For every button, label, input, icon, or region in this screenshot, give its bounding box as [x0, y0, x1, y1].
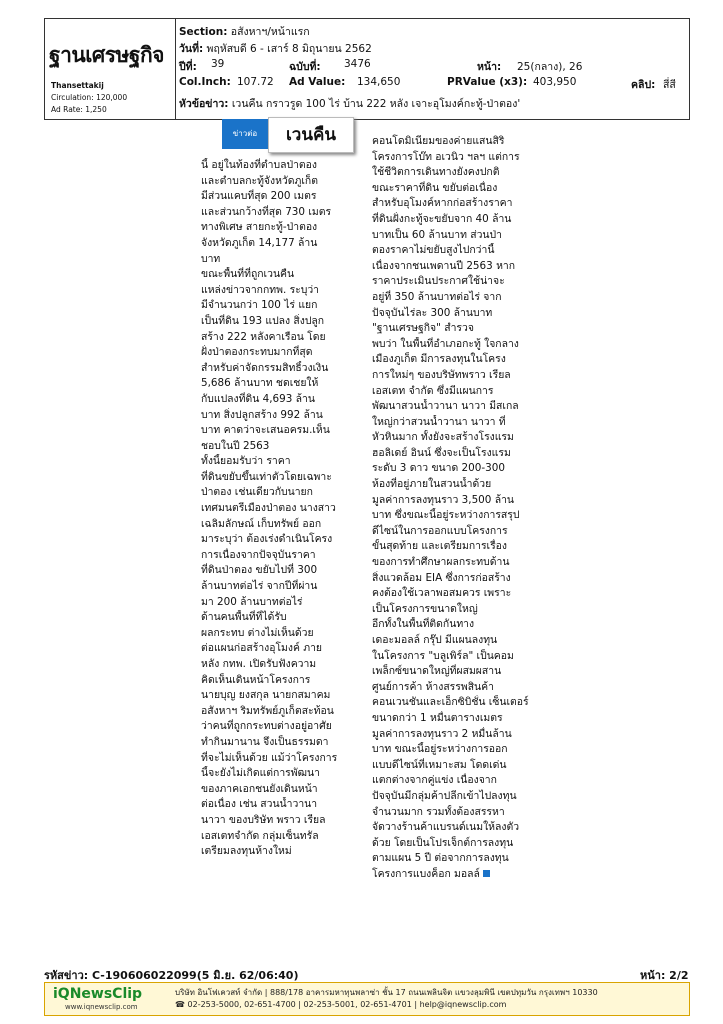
article-line: ทางพิเศษ สายกะทู้-ป่าตอง [201, 221, 318, 234]
adval-label: Ad Value: [289, 76, 346, 88]
article-line: การเนื่องจากปัจจุบันราคา [201, 548, 316, 561]
article-line: ชอบในปี 2563 [201, 439, 270, 452]
article-line: พัฒนาสวนน้ำวานา นาวา มีสเกล [372, 400, 519, 413]
adval-value: 134,650 [357, 76, 401, 88]
article-line: สำหรับอุโมงค์หากก่อสร้างราคา [372, 197, 513, 210]
article-line: ศูนย์การค้า ห้างสรรพสินค้า [372, 680, 494, 693]
article-line: และส่วนกว้างที่สุด 730 เมตร [201, 205, 332, 218]
date-label: วันที่: [179, 43, 204, 55]
article-line: เตรียมลงทุนห้างใหม่ [201, 845, 292, 858]
clipping-header [44, 18, 690, 120]
article-line: ต่อเนื่อง เช่น สวนน้ำวานา [201, 798, 318, 811]
ad-rate: Ad Rate: 1,250 [51, 105, 107, 114]
iqnewsclip-logo: iQNewsClip [53, 986, 143, 1002]
article-line: โครงการโบ๊ท อเวนิว ฯลฯ แต่การ [372, 150, 520, 163]
article-line: "ฐานเศรษฐกิจ" สำรวจ [372, 322, 474, 335]
article-line: อยู่ที่ 350 ล้านบาทต่อไร่ จาก [372, 290, 502, 303]
article-line: คอนโดมิเนียมของค่ายแสนสิริ [372, 135, 505, 147]
article-line: นี้ อยู่ในท้องที่ตำบลป่าตอง [201, 159, 317, 171]
date-row [179, 40, 372, 57]
section-label: Section: [179, 26, 228, 38]
article-line: มูลค่าการลงทุนราว 3,500 ล้าน [372, 493, 515, 506]
article-line: ห้องที่อยู่ภายในสวนน้ำด้วย [372, 478, 492, 491]
date-value: พฤหัสบดี 6 - เสาร์ 8 มิถุนายน 2562 [206, 43, 372, 55]
article-line: ว่าคนที่ถูกกระทบต่างอยู่อาศัย [201, 720, 332, 733]
clip-label: คลิป: [631, 79, 656, 91]
article-line: คิดเห็นเดินหน้าโครงการ [201, 673, 311, 686]
article-line: อีกทั้งในพื้นที่ติดกันทาง [372, 618, 475, 631]
article-line: เนื่องจากชนเพดานปี 2563 หาก [372, 259, 516, 272]
article-line: แบบดีไซน์ที่เหมาะสม โดดเด่น [372, 758, 507, 771]
article-line: เฉลิมลักษณ์ เก็บทรัพย์ ออก [201, 517, 322, 530]
publisher-name: Thansettakij [51, 81, 104, 90]
issue-value: 3476 [344, 58, 371, 70]
article-line: ใหญ่กว่าสวนน้ำวานา นาวา ที่ [372, 415, 506, 428]
end-mark-icon [483, 870, 490, 877]
article-line: คอนเวนชันและเอ็กซิบิชั่น เซ็นเตอร์ [372, 696, 529, 709]
article-line: ล้านบาทต่อไร่ จากปีที่ผ่าน [201, 580, 318, 593]
article-line: การใหม่ๆ ของบริษัทพราว เรียล [372, 368, 511, 381]
article-line: ขณะพื้นที่ที่ถูกเวนคืน [201, 268, 295, 281]
page-label: หน้า: [477, 61, 502, 73]
article-line: ตามแผน 5 ปี ต่อจากการลงทุน [372, 852, 509, 865]
article-line: บาท ซึ่งขณะนี้อยู่ระหว่างการสรุป [372, 509, 520, 522]
article-line: มีจำนวนกว่า 100 ไร่ แยก [201, 299, 318, 312]
prval-value: 403,950 [533, 76, 577, 88]
article-line: บาทเป็น 60 ล้านบาท ส่วนป่า [372, 228, 502, 241]
article-column-2 [372, 134, 529, 883]
article-line: ระดับ 3 ดาว ขนาด 200-300 [372, 462, 505, 475]
article-line: ปัจจุบันไร่ละ 300 ล้านบาท [372, 306, 493, 319]
article-line: ฮอลิเดย์ อินน์ ซึ่งจะเป็นโรงแรม [372, 446, 511, 459]
clip-metadata [179, 19, 687, 119]
year-label: ปีที่: [179, 61, 197, 73]
article-line: ทำกินมานาน จึงเป็นธรรมดา [201, 735, 329, 748]
article-column-1 [201, 158, 358, 860]
news-ref-code: รหัสข่าว: C-190606022099(5 มิ.ย. 62/06:40) [44, 969, 299, 982]
article-line: จำนวนมาก รวมทั้งต้องสรรหา [372, 805, 505, 818]
article-line: หลัง กทพ. เปิดรับฟังความ [201, 658, 317, 670]
article-line: นายบุญ ยงสกุล นายกสมาคม [201, 689, 331, 702]
article-line: พบว่า ในพื้นที่อำเภอกะทู้ ใจกลาง [372, 337, 519, 350]
article-line: ด้านคนพื้นที่ที่ได้รับ [201, 611, 287, 624]
article-line: เพล็กซ์ขนาดใหญ่ที่ผสมผสาน [372, 665, 502, 678]
article-line: ต่อแผนก่อสร้างอุโมงค์ ภาย [201, 642, 323, 655]
article-line: มูลค่าการลงทุนราว 2 หมื่นล้าน [372, 727, 512, 740]
page-number: หน้า: 2/2 [640, 969, 689, 982]
article-line: คงต้องใช้เวลาพอสมควร เพราะ [372, 587, 512, 600]
page-value: 25(กลาง), 26 [517, 61, 583, 73]
article-line: โครงการแบงค็อก มอลล์ [372, 867, 529, 883]
article-line: กับแปลงที่ดิน 4,693 ล้าน [201, 392, 315, 405]
article-line: ผลกระทบ ต่างไม่เห็นด้วย [201, 626, 314, 639]
footer-website: www.iqnewsclip.com [65, 1003, 138, 1011]
article-line: ที่จะไม่เห็นด้วย แม้ว่าโครงการ [201, 751, 338, 764]
article-line: บาท สิ่งปลูกสร้าง 992 ล้าน [201, 408, 323, 421]
article-line: 5,686 ล้านบาท ชดเชยให้ [201, 377, 319, 390]
publication-logo: ฐานเศรษฐกิจ [49, 43, 164, 67]
article-line: ในโครงการ "บลูเพิร์ล" เป็นคอม [372, 649, 514, 662]
article-line: ราคาประเมินประกาศใช้น่าจะ [372, 275, 505, 288]
article-line: เอสเตท จำกัด ซึ่งมีแผนการ [372, 384, 494, 397]
article-line: บาท ขณะนี้อยู่ระหว่างการออก [372, 743, 508, 756]
article-line: มา 200 ล้านบาทต่อไร่ [201, 595, 303, 608]
article-line: เมืองภูเก็ต มีการลงทุนในโครง [372, 353, 506, 366]
article-line: บาท คาดว่าจะเสนอครม.เห็น [201, 424, 330, 437]
section-value: อสังหาฯ/หน้าแรก [230, 26, 310, 38]
clip-value: สี่สี [663, 79, 676, 91]
continued-label: ข่าวต่อ [222, 119, 268, 149]
article-line: เอสเตทจำกัด กลุ่มเซ็นทรัล [201, 829, 319, 842]
article-line: ของการทำศึกษาผลกระทบด้าน [372, 556, 510, 569]
article-line: ฝั่งป่าตองกระทบมากที่สุด [201, 346, 313, 359]
article-line: สิ่งแวดล้อม EIA ซึ่งการก่อสร้าง [372, 571, 511, 584]
article-line: บาท [201, 252, 221, 265]
article-line: สร้าง 222 หลังคาเรือน โดย [201, 330, 326, 343]
article-line: ตองราคาไม่ขยับสูงไปกว่านี้ [372, 244, 495, 257]
article-line: ป่าตอง เช่นเดียวกับนายก [201, 486, 313, 499]
article-line: ขั้นสุดท้าย และเตรียมการเรื่อง [372, 540, 507, 553]
circulation: Circulation: 120,000 [51, 93, 128, 102]
article-line: ที่ดินฝั่งกะทู้จะขยับจาก 40 ล้าน [372, 212, 512, 225]
section-row [179, 23, 310, 40]
article-line: ทั้งนี้ยอมรับว่า ราคา [201, 455, 291, 468]
article-line: มาระบุว่า ต้องเร่งดำเนินโครง [201, 533, 333, 546]
article-line: และตำบลกะทู้จังหวัดภูเก็ต [201, 174, 318, 187]
article-line: ขนาดกว่า 1 หมื่นตารางเมตร [372, 711, 503, 724]
headline-row [179, 95, 520, 112]
article-line: สำหรับค่าจัดกรรมสิทธิ์วงเงิน [201, 361, 329, 374]
topic-label: เวนคืน [268, 117, 354, 153]
article-line: เป็นที่ดิน 193 แปลง สิ่งปลูก [201, 314, 325, 327]
article-line: มีส่วนแคบที่สุด 200 เมตร [201, 190, 317, 203]
article-line: ที่ดินขยับขึ้นเท่าตัวโดยเฉพาะ [201, 470, 332, 483]
article-line: แหล่งข่าวจากกทพ. ระบุว่า [201, 283, 319, 296]
colinch-value: 107.72 [237, 76, 274, 88]
article-line: ของภาคเอกชนยังเดินหน้า [201, 782, 318, 795]
article-line: เดอะมอลล์ กรุ๊ป มีแผนลงทุน [372, 634, 498, 646]
article-line: เป็นโครงการขนาดใหญ่ [372, 602, 478, 615]
article-line: ขณะราคาที่ดิน ขยับต่อเนื่อง [372, 181, 498, 194]
article-line: ที่ดินป่าตอง ขยับไปที่ 300 [201, 564, 318, 577]
article-line: นี้จะยังไม่เกิดแต่การพัฒนา [201, 767, 320, 780]
article-line: ด้วย โดยเป็นโปรเจ็กต์การลงทุน [372, 836, 514, 849]
article-line: ดีไซน์ในการออกแบบโครงการ [372, 524, 508, 537]
article-line: นาวา ของบริษัท พราว เรียล [201, 813, 326, 826]
issue-label: ฉบับที่: [289, 61, 321, 73]
continued-badge [222, 117, 358, 153]
article-line: ปัจจุบันมีกลุ่มค้าปลีกเข้าไปลงทุน [372, 789, 517, 802]
year-value: 39 [211, 58, 225, 70]
article-line: จัดวางร้านค้าแบรนด์เนมให้ลงตัว [372, 821, 520, 834]
footer-bar [44, 982, 690, 1016]
publication-box [45, 19, 176, 119]
article-line: ใช้ชีวิตการเดินทางยังคงปกติ [372, 166, 500, 179]
article-line: หัวหินมาก ทั้งยังจะสร้างโรงแรม [372, 431, 514, 444]
headline-value: เวนคืน กราวรูด 100 ไร่ บ้าน 222 หลัง เจาะอุโมงค์กะทู้-ป่าตอง' [231, 98, 521, 110]
article-line: เทศมนตรีเมืองป่าตอง นางสาว [201, 502, 336, 515]
headline-label: หัวข้อข่าว: [179, 98, 229, 110]
article-line: แตกต่างจากคู่แข่ง เนื่องจาก [372, 774, 497, 787]
footer-contacts: ☎ 02-253-5000, 02-651-4700 | 02-253-5001, 02-651-4701 | help@iqnewsclip.com [175, 1000, 507, 1009]
prval-label: PRValue (x3): [447, 76, 528, 88]
footer-address: บริษัท อินโฟเควสท์ จำกัด | 888/178 อาคารมหาทุนพลาซ่า ชั้น 17 ถนนเพลินจิต แขวงลุมพินี เขตปทุมวัน กรุงเทพฯ 10330 [175, 988, 598, 997]
colinch-label: Col.Inch: [179, 76, 231, 88]
article-line: อสังหาฯ ริมทรัพย์ภูเก็ตสะท้อน [201, 704, 334, 717]
article-line: จังหวัดภูเก็ต 14,177 ล้าน [201, 236, 318, 249]
